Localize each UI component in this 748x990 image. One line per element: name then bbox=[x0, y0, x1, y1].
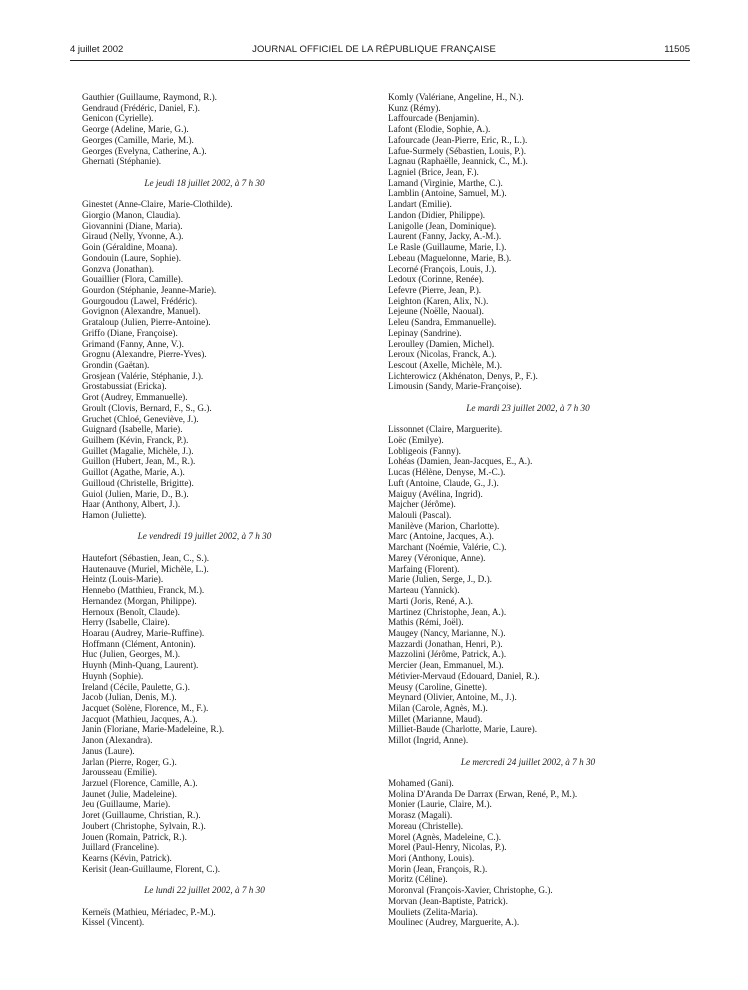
list-item: Marie (Julien, Serge, J., D.). bbox=[388, 574, 492, 585]
list-item: Heintz (Louis-Marie). bbox=[82, 574, 164, 585]
list-item: Lichterowicz (Akhénaton, Denys, P., F.). bbox=[388, 370, 538, 381]
list-item: Lepinay (Sandrine). bbox=[388, 327, 462, 338]
list-item: Jacquet (Solène, Florence, M., F.). bbox=[82, 702, 209, 713]
list-item: Huynh (Sophie). bbox=[82, 670, 144, 681]
list-item: Hoffmann (Clément, Antonin). bbox=[82, 638, 196, 649]
list-item: Grostabussiat (Ericka). bbox=[82, 381, 167, 392]
list-item: Haar (Anthony, Albert, J.). bbox=[82, 499, 181, 510]
list-item: Meynard (Olivier, Antoine, M., J.). bbox=[388, 692, 517, 703]
list-item: Griffo (Diane, Françoise). bbox=[82, 327, 178, 338]
list-item: Gourgoudou (Lawel, Frédéric). bbox=[82, 295, 198, 306]
list-item: Georges (Camille, Marie, M.). bbox=[82, 134, 194, 145]
list-item: Mori (Anthony, Louis). bbox=[388, 853, 475, 864]
list-item: Milan (Carole, Agnès, M.). bbox=[388, 702, 488, 713]
list-item: Millot (Ingrid, Anne). bbox=[388, 735, 469, 746]
list-item: Grosjean (Valérie, Stéphanie, J.). bbox=[82, 370, 204, 381]
list-item: Landon (Didier, Philippe). bbox=[388, 209, 486, 220]
list-item: Lafont (Elodie, Sophie, A.). bbox=[388, 124, 491, 135]
list-item: Mathis (Rémi, Joël). bbox=[388, 617, 464, 628]
list-item: Lejeune (Noëlle, Naoual). bbox=[388, 306, 484, 317]
list-item: Leroux (Nicolas, Franck, A.). bbox=[388, 349, 497, 360]
left-column bbox=[82, 92, 352, 928]
list-item: Leleu (Sandra, Emmanuelle). bbox=[388, 317, 497, 328]
list-item: Guillet (Magalie, Michèle, J.). bbox=[82, 445, 194, 456]
list-item: Hennebo (Matthieu, Franck, M.). bbox=[82, 585, 205, 596]
list-item: Mouliets (Zelita-Maria). bbox=[388, 906, 478, 917]
list-item: Hernoux (Benoît, Claude). bbox=[82, 606, 180, 617]
list-item: Loëc (Emilye). bbox=[388, 435, 444, 445]
list-item: Guillon (Hubert, Jean, M., R.). bbox=[82, 456, 196, 467]
list-item: Grognu (Alexandre, Pierre-Yves). bbox=[82, 349, 207, 360]
list-item: Ireland (Cécile, Paulette, G.). bbox=[82, 681, 190, 692]
list-item: Leroulley (Damien, Michel). bbox=[388, 338, 495, 349]
list-item: Gonzva (Jonathan). bbox=[82, 263, 154, 274]
list-item: Lamand (Virginie, Marthe, C.). bbox=[388, 177, 503, 188]
section-heading: Le lundi 22 juillet 2002, à 7 h 30 bbox=[144, 885, 265, 896]
list-item: Gourdon (Stéphanie, Jeanne-Marie). bbox=[82, 284, 217, 295]
name-list bbox=[388, 92, 658, 392]
list-item: Genicon (Cyrielle). bbox=[82, 113, 154, 124]
list-item: Lamblin (Antoine, Samuel, M.). bbox=[388, 188, 507, 199]
list-item: Ledoux (Corinne, Renée). bbox=[388, 274, 484, 285]
header-title: JOURNAL OFFICIEL DE LA RÉPUBLIQUE FRANÇAISE bbox=[252, 44, 496, 55]
right-column bbox=[388, 92, 658, 928]
list-item: Janin (Floriane, Marie-Madeleine, R.). bbox=[82, 724, 225, 735]
list-item: Leighton (Karen, Alix, N.). bbox=[388, 295, 489, 306]
list-item: Marti (Joris, René, A.). bbox=[388, 595, 473, 606]
list-item: Lebeau (Maguelonne, Marie, B.). bbox=[388, 252, 512, 263]
list-item: Monier (Laurie, Claire, M.). bbox=[388, 799, 492, 810]
list-item: Hernandez (Morgan, Philippe). bbox=[82, 595, 197, 606]
list-item: Moronval (François-Xavier, Christophe, G.). bbox=[388, 885, 553, 896]
section-heading: Le vendredi 19 juillet 2002, à 7 h 30 bbox=[137, 531, 272, 542]
header-rule bbox=[70, 60, 690, 61]
list-item: Morvan (Jean-Baptiste, Patrick). bbox=[388, 895, 508, 906]
list-item: Morasz (Magali). bbox=[388, 810, 453, 821]
list-item: Morin (Jean, François, R.). bbox=[388, 863, 488, 874]
name-list bbox=[388, 778, 658, 928]
list-item: Gouaillier (Flora, Camille). bbox=[82, 274, 184, 285]
list-item: Guilhem (Kévin, Franck, P.). bbox=[82, 435, 189, 445]
list-item: Marey (Véronique, Anne). bbox=[388, 552, 486, 563]
page-header bbox=[58, 44, 690, 58]
list-item: Lohéas (Damien, Jean-Jacques, E., A.). bbox=[388, 456, 533, 467]
list-item: Jouen (Romain, Patrick, R.). bbox=[82, 831, 187, 842]
list-item: Luft (Antoine, Claude, G., J.). bbox=[388, 477, 499, 488]
list-item: Laffourcade (Benjamin). bbox=[388, 113, 480, 124]
list-item: Guiol (Julien, Marie, D., B.). bbox=[82, 488, 189, 499]
list-item: Molina D'Aranda De Darrax (Erwan, René, P., M.). bbox=[388, 788, 578, 799]
list-item: Lobligeois (Fanny). bbox=[388, 445, 461, 456]
section-heading: Le mercredi 24 juillet 2002, à 7 h 30 bbox=[460, 756, 596, 767]
list-item: Majcher (Jérôme). bbox=[388, 499, 456, 510]
list-item: Marfaing (Florent). bbox=[388, 563, 460, 574]
list-item: Hautenauve (Muriel, Michèle, L.). bbox=[82, 563, 209, 574]
list-item: Lucas (Hélène, Denyse, M.-C.). bbox=[388, 467, 506, 478]
list-item: Martinez (Christophe, Jean, A.). bbox=[388, 606, 507, 617]
list-item: Meusy (Caroline, Ginette). bbox=[388, 681, 487, 692]
list-item: Kunz (Rémy). bbox=[388, 102, 441, 113]
list-item: Ginestet (Anne-Claire, Marie-Clothilde). bbox=[82, 199, 233, 210]
section-heading: Le jeudi 18 juillet 2002, à 7 h 30 bbox=[144, 177, 265, 188]
list-item: Marchant (Noémie, Valérie, C.). bbox=[388, 542, 507, 553]
list-item: Marteau (Yannick). bbox=[388, 585, 460, 596]
list-item: Jarzuel (Florence, Camille, A.). bbox=[82, 778, 198, 788]
list-item: Millet (Marianne, Maud). bbox=[388, 713, 483, 724]
list-item: Hamon (Juliette). bbox=[82, 510, 147, 521]
list-item: Lafue-Surmely (Sébastien, Louis, P.). bbox=[388, 145, 527, 156]
list-item: Lissonnet (Claire, Marguerite). bbox=[388, 424, 503, 435]
list-item: Guignard (Isabelle, Marie). bbox=[82, 424, 183, 435]
list-item: Kissel (Vincent). bbox=[82, 917, 145, 928]
list-item: Jacquot (Mathieu, Jacques, A.). bbox=[82, 713, 198, 724]
list-item: Janon (Alexandra). bbox=[82, 735, 153, 746]
list-item: Mohamed (Gani). bbox=[388, 778, 454, 788]
list-item: Huc (Julien, Georges, M.). bbox=[82, 649, 181, 660]
list-item: Giovannini (Diane, Maria). bbox=[82, 220, 183, 231]
list-item: George (Adeline, Marie, G.). bbox=[82, 124, 189, 135]
name-list bbox=[82, 907, 352, 928]
list-item: Joret (Guillaume, Christian, R.). bbox=[82, 810, 201, 821]
list-item: Le Rasle (Guillaume, Marie, I.). bbox=[388, 242, 507, 253]
list-item: Gondouin (Laure, Sophie). bbox=[82, 252, 181, 263]
list-item: Janus (Laure). bbox=[82, 745, 135, 756]
list-item: Giraud (Nelly, Yvonne, A.). bbox=[82, 231, 184, 242]
list-item: Morel (Agnès, Madeleine, C.). bbox=[388, 831, 502, 842]
list-item: Moreau (Christelle). bbox=[388, 820, 464, 831]
list-item: Lanigolle (Jean, Dominique). bbox=[388, 220, 497, 231]
list-item: Laurent (Fanny, Jacky, A.-M.). bbox=[388, 231, 502, 242]
list-item: Herry (Isabelle, Claire). bbox=[82, 617, 170, 628]
list-item: Landart (Emilie). bbox=[388, 199, 452, 210]
list-item: Marc (Antoine, Jacques, A.). bbox=[388, 531, 494, 542]
list-item: Komly (Valériane, Angeline, H., N.). bbox=[388, 92, 524, 102]
list-item: Mazzardi (Jonathan, Henri, P.). bbox=[388, 638, 503, 649]
list-item: Grondin (Gaëtan). bbox=[82, 359, 150, 370]
list-item: Govignon (Alexandre, Manuel). bbox=[82, 306, 201, 317]
list-item: Lescout (Axelle, Michèle, M.). bbox=[388, 359, 503, 370]
list-item: Guilloud (Christelle, Brigitte). bbox=[82, 477, 194, 488]
list-item: Gendraud (Frédéric, Daniel, F.). bbox=[82, 102, 200, 113]
list-item: Limousin (Sandy, Marie-Françoise). bbox=[388, 381, 522, 392]
list-item: Manilève (Marion, Charlotte). bbox=[388, 520, 500, 531]
list-item: Kearns (Kévin, Patrick). bbox=[82, 853, 172, 864]
list-item: Lefevre (Pierre, Jean, P.). bbox=[388, 284, 482, 295]
list-item: Gauthier (Guillaume, Raymond, R.). bbox=[82, 92, 217, 102]
list-item: Maiguy (Avélina, Ingrid). bbox=[388, 488, 483, 499]
list-item: Jarlan (Pierre, Roger, G.). bbox=[82, 756, 177, 767]
list-item: Lecorné (François, Louis, J.). bbox=[388, 263, 497, 274]
list-item: Jeu (Guillaume, Marie). bbox=[82, 799, 171, 810]
list-item: Groult (Clovis, Bernard, F., S., G.). bbox=[82, 402, 212, 413]
list-item: Mazzolini (Jérôme, Patrick, A.). bbox=[388, 649, 507, 660]
list-item: Giorgio (Manon, Claudia). bbox=[82, 209, 181, 220]
list-item: Guillot (Agathe, Marie, A.). bbox=[82, 467, 185, 478]
list-item: Moulinec (Audrey, Marguerite, A.). bbox=[388, 917, 520, 928]
list-item: Hautefort (Sébastien, Jean, C., S.). bbox=[82, 552, 210, 563]
list-item: Grimand (Fanny, Anne, V.). bbox=[82, 338, 184, 349]
list-item: Georges (Evelyna, Catherine, A.). bbox=[82, 145, 207, 156]
list-item: Lagnau (Raphaëlle, Jeannick, C., M.). bbox=[388, 156, 528, 167]
list-item: Goin (Géraldine, Moana). bbox=[82, 242, 178, 253]
list-item: Métivier-Mervaud (Edouard, Daniel, R.). bbox=[388, 670, 540, 681]
name-list bbox=[82, 553, 352, 875]
list-item: Jarousseau (Emilie). bbox=[82, 767, 158, 778]
list-item: Hoarau (Audrey, Marie-Ruffine). bbox=[82, 627, 205, 638]
list-item: Maugey (Nancy, Marianne, N.). bbox=[388, 627, 506, 638]
name-list bbox=[82, 199, 352, 521]
list-item: Kerneïs (Mathieu, Mériadec, P.-M.). bbox=[82, 906, 216, 917]
name-list bbox=[388, 424, 658, 746]
list-item: Grot (Audrey, Emmanuelle). bbox=[82, 392, 188, 403]
list-item: Jaunet (Julie, Madeleine). bbox=[82, 788, 177, 799]
list-item: Morel (Paul-Henry, Nicolas, P.). bbox=[388, 842, 507, 853]
list-item: Malouli (Pascal). bbox=[388, 510, 452, 521]
list-item: Huynh (Minh-Quang, Laurent). bbox=[82, 660, 199, 671]
page-number: 11505 bbox=[664, 44, 690, 55]
list-item: Grataloup (Julien, Pierre-Antoine). bbox=[82, 317, 211, 328]
list-item: Juillard (Franceline). bbox=[82, 842, 160, 853]
list-item: Milliet-Baude (Charlotte, Marie, Laure). bbox=[388, 724, 537, 735]
list-item: Moritz (Céline). bbox=[388, 874, 448, 885]
list-item: Joubert (Christophe, Sylvain, R.). bbox=[82, 820, 206, 831]
list-item: Mercier (Jean, Emmanuel, M.). bbox=[388, 660, 504, 671]
list-item: Kerisit (Jean-Guillaume, Florent, C.). bbox=[82, 863, 221, 874]
list-item: Ghernati (Stéphanie). bbox=[82, 156, 162, 167]
list-item: Lafourcade (Jean-Pierre, Eric, R., L.). bbox=[388, 134, 528, 145]
list-item: Gruchet (Chloé, Geneviève, J.). bbox=[82, 413, 199, 424]
list-item: Lagniel (Brice, Jean, F.). bbox=[388, 167, 479, 178]
header-date: 4 juillet 2002 bbox=[70, 44, 124, 55]
name-list bbox=[82, 92, 352, 167]
section-heading: Le mardi 23 juillet 2002, à 7 h 30 bbox=[466, 402, 590, 413]
list-item: Jacob (Julian, Denis, M.). bbox=[82, 692, 177, 703]
